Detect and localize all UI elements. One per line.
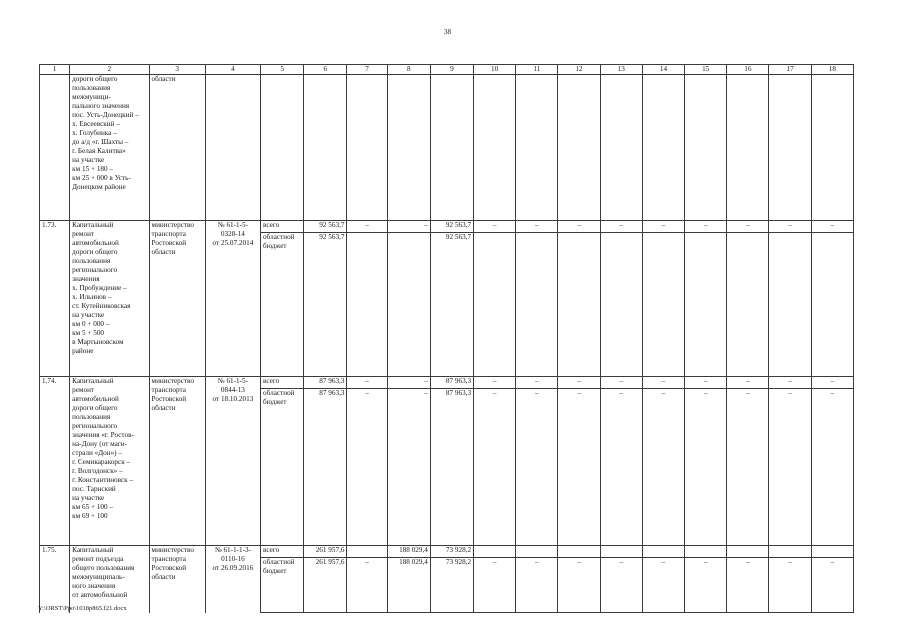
empty-cell xyxy=(430,75,473,221)
project-description: Капитальный ремонт подъезда общего пользования межмуниципаль- ного значения от автомобильной xyxy=(70,546,149,613)
amount-col12: – xyxy=(558,221,600,233)
amount-col13 xyxy=(600,546,642,558)
amount-col17: – xyxy=(769,377,811,389)
amount-col18: – xyxy=(811,377,853,389)
column-number-15: 15 xyxy=(685,65,727,75)
amount-total: 92 563,7 xyxy=(304,221,347,233)
empty-cell xyxy=(387,75,430,221)
amount-col17: – xyxy=(769,221,811,233)
empty-cell xyxy=(474,75,516,221)
column-number-14: 14 xyxy=(642,65,684,75)
amount-col11 xyxy=(516,233,558,377)
amount-col9: 73 928,2 xyxy=(430,558,473,613)
empty-cell xyxy=(261,75,304,221)
project-description: дороги общего пользования межмуници- пального значения пос. Усть-Донецкий – х. Евсеевский – х. Голубинка – до а/д «г. Шахты – г. Белая Калитва» на участке км 15 + 180 – км 25 + 000 в Усть- Донецком районе xyxy=(70,75,149,221)
amount-col7 xyxy=(347,233,387,377)
amount-col15: – xyxy=(685,377,727,389)
column-number-2: 2 xyxy=(70,65,149,75)
amount-col15: – xyxy=(685,558,727,613)
funding-source: всего xyxy=(261,221,304,233)
table-row-continuation xyxy=(40,75,854,221)
row-number: 1.73. xyxy=(40,221,70,377)
amount-col12 xyxy=(558,233,600,377)
funding-source: всего xyxy=(261,377,304,389)
approval-document: № 61-1-5- 0328-14 от 25.07.2014 xyxy=(205,221,260,377)
column-number-17: 17 xyxy=(769,65,811,75)
amount-col11: – xyxy=(516,377,558,389)
amount-col8 xyxy=(387,233,430,377)
responsible-organization: министерство транспорта Ростовской области xyxy=(149,377,205,546)
amount-col8: 188 029,4 xyxy=(387,546,430,558)
amount-col8: – xyxy=(387,221,430,233)
amount-col16: – xyxy=(727,377,769,389)
amount-col11: – xyxy=(516,221,558,233)
amount-col16: – xyxy=(727,558,769,613)
empty-cell xyxy=(642,75,684,221)
amount-col17: – xyxy=(769,389,811,546)
amount-col8: – xyxy=(387,377,430,389)
funding-source: областной бюджет xyxy=(261,558,304,613)
amount-col15 xyxy=(685,546,727,558)
amount-col13: – xyxy=(600,377,642,389)
project-description: Капитальный ремонт автомобильной дороги общего пользования регионального значения «г. Ростов- на-Дону (от маги- страли «Дон») – г. Семикаракорск – г. Волгодонск» – г. Константиновск – пос. Тарнский на участке км 65 + 100 – км 69 + 100 xyxy=(70,377,149,546)
amount-col7: – xyxy=(347,558,387,613)
amount-col16: – xyxy=(727,389,769,546)
empty-cell xyxy=(685,75,727,221)
amount-col13: – xyxy=(600,558,642,613)
amount-col18 xyxy=(811,546,853,558)
amount-total: 92 563,7 xyxy=(304,233,347,377)
amount-col10: – xyxy=(474,558,516,613)
amount-col14: – xyxy=(642,221,684,233)
amount-col13: – xyxy=(600,221,642,233)
amount-total: 261 957,6 xyxy=(304,558,347,613)
column-number-7: 7 xyxy=(347,65,387,75)
approval-document: № 61-1-5- 0844-13 от 18.10.2013 xyxy=(205,377,260,546)
amount-total: 87 963,3 xyxy=(304,377,347,389)
column-number-4: 4 xyxy=(205,65,260,75)
amount-col16 xyxy=(727,546,769,558)
column-number-row xyxy=(40,65,854,75)
amount-col10 xyxy=(474,233,516,377)
amount-col18: – xyxy=(811,389,853,546)
empty-cell xyxy=(600,75,642,221)
empty-cell xyxy=(304,75,347,221)
amount-col17 xyxy=(769,546,811,558)
amount-col12: – xyxy=(558,377,600,389)
amount-col15: – xyxy=(685,221,727,233)
amount-total: 261 957,6 xyxy=(304,546,347,558)
responsible-organization: министерство транспорта Ростовской области xyxy=(149,546,205,613)
column-number-1: 1 xyxy=(40,65,70,75)
empty-cell xyxy=(811,75,853,221)
amount-col7: – xyxy=(347,377,387,389)
amount-col14: – xyxy=(642,558,684,613)
funding-source: всего xyxy=(261,546,304,558)
amount-col14 xyxy=(642,233,684,377)
empty-cell xyxy=(347,75,387,221)
amount-col9: 73 928,2 xyxy=(430,546,473,558)
column-number-12: 12 xyxy=(558,65,600,75)
responsible-organization: министерство транспорта Ростовской области xyxy=(149,221,205,377)
column-number-8: 8 xyxy=(387,65,430,75)
amount-col18: – xyxy=(811,558,853,613)
column-number-5: 5 xyxy=(261,65,304,75)
amount-col18 xyxy=(811,233,853,377)
page-number: 38 xyxy=(444,28,451,36)
amount-col9: 92 563,7 xyxy=(430,233,473,377)
amount-col11: – xyxy=(516,389,558,546)
amount-col16: – xyxy=(727,221,769,233)
amount-col7 xyxy=(347,546,387,558)
table-row xyxy=(40,546,854,558)
amount-col15: – xyxy=(685,389,727,546)
project-description: Капитальный ремонт автомобильной дороги общего пользования регионального значения х. Пробуждение – х. Ильинов – ст. Кутейниковская на участке км 0 + 000 – км 5 + 500 в Мартыновском районе xyxy=(70,221,149,377)
program-table xyxy=(39,64,854,613)
file-path-footer: Y:\ORST\Ppo\1018p865.f21.docx xyxy=(38,605,127,612)
amount-col11: – xyxy=(516,558,558,613)
funding-source: областной бюджет xyxy=(261,389,304,546)
column-number-16: 16 xyxy=(727,65,769,75)
amount-col8: – xyxy=(387,389,430,546)
amount-col14 xyxy=(642,546,684,558)
amount-col13 xyxy=(600,233,642,377)
amount-col10: – xyxy=(474,377,516,389)
empty-cell xyxy=(769,75,811,221)
amount-col17 xyxy=(769,233,811,377)
amount-col10: – xyxy=(474,221,516,233)
amount-col12 xyxy=(558,546,600,558)
column-number-13: 13 xyxy=(600,65,642,75)
empty-cell xyxy=(205,75,260,221)
amount-col14: – xyxy=(642,377,684,389)
amount-col13: – xyxy=(600,389,642,546)
amount-col11 xyxy=(516,546,558,558)
column-number-18: 18 xyxy=(811,65,853,75)
amount-col9: 92 563,7 xyxy=(430,221,473,233)
amount-col12: – xyxy=(558,558,600,613)
empty-cell xyxy=(558,75,600,221)
amount-col9: 87 963,3 xyxy=(430,389,473,546)
empty-cell xyxy=(727,75,769,221)
table-row xyxy=(40,221,854,233)
row-number xyxy=(40,75,70,221)
funding-source: областной бюджет xyxy=(261,233,304,377)
amount-col16 xyxy=(727,233,769,377)
amount-col17: – xyxy=(769,558,811,613)
amount-col9: 87 963,3 xyxy=(430,377,473,389)
column-number-11: 11 xyxy=(516,65,558,75)
amount-col8: 188 029,4 xyxy=(387,558,430,613)
amount-col10: – xyxy=(474,389,516,546)
column-number-6: 6 xyxy=(304,65,347,75)
amount-col15 xyxy=(685,233,727,377)
row-number: 1.74. xyxy=(40,377,70,546)
column-number-9: 9 xyxy=(430,65,473,75)
responsible-organization: области xyxy=(149,75,205,221)
amount-total: 87 963,3 xyxy=(304,389,347,546)
amount-col10 xyxy=(474,546,516,558)
amount-col12: – xyxy=(558,389,600,546)
column-number-10: 10 xyxy=(474,65,516,75)
row-number: 1.75. xyxy=(40,546,70,613)
table-row xyxy=(40,377,854,389)
amount-col7: – xyxy=(347,389,387,546)
amount-col7: – xyxy=(347,221,387,233)
amount-col18: – xyxy=(811,221,853,233)
empty-cell xyxy=(516,75,558,221)
column-number-3: 3 xyxy=(149,65,205,75)
amount-col14: – xyxy=(642,389,684,546)
approval-document: № 61-1-1-3- 0110-16 от 26.09.2016 xyxy=(205,546,260,613)
